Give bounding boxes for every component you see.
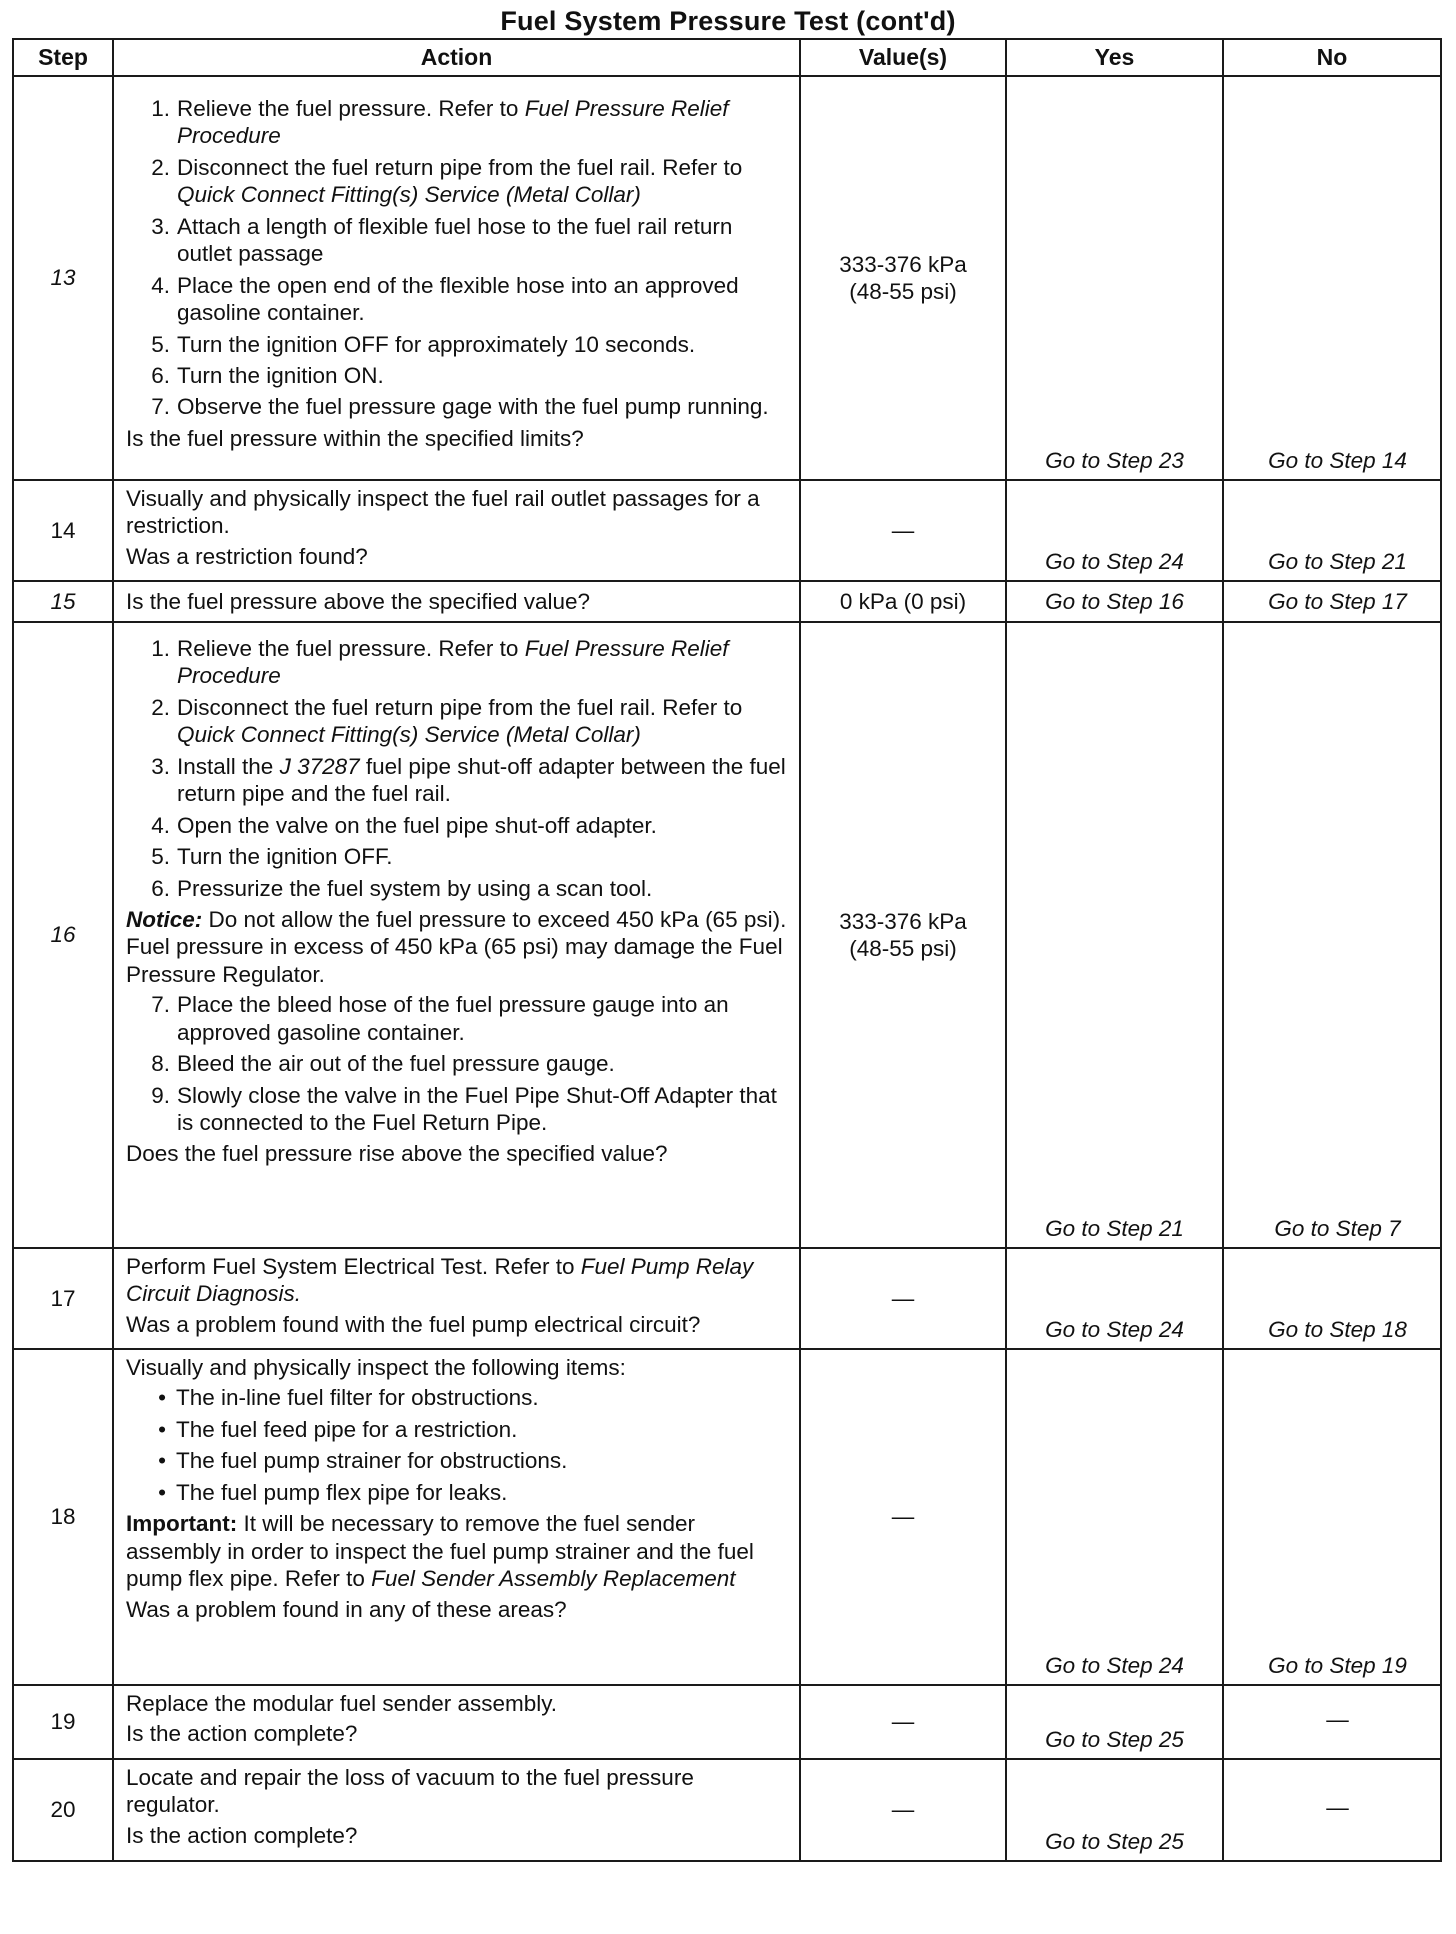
no-cell: Go to Step 7 — [1223, 622, 1441, 1248]
table-row — [13, 581, 1441, 622]
list-item: 5. Turn the ignition OFF for approximately 10 seconds. — [151, 331, 696, 357]
col-header-value: Value(s) — [800, 39, 1006, 76]
question-text: Is the fuel pressure within the specified limits? — [126, 425, 584, 451]
question-text: Does the fuel pressure rise above the specified value? — [126, 1141, 668, 1167]
step-number: 14 — [13, 480, 113, 581]
step-number: 15 — [13, 581, 113, 622]
action-cell: Replace the modular fuel sender assembly. Is the action complete? — [113, 1685, 800, 1759]
yes-cell: Go to Step 25 — [1006, 1685, 1223, 1759]
action-cell — [113, 76, 800, 480]
yes-cell: Go to Step 23 — [1006, 76, 1223, 480]
question-text: Is the action complete? — [126, 1721, 358, 1747]
value-cell: 333-376 kPa (48-55 psi) — [800, 622, 1006, 1248]
yes-cell: Go to Step 16 — [1006, 581, 1223, 622]
no-cell: — — [1223, 1685, 1441, 1759]
action-cell: Locate and repair the loss of vacuum to the fuel pressure regulator. Is the action complete? — [113, 1759, 800, 1861]
list-item: • The in-line fuel filter for obstructions. — [158, 1385, 539, 1411]
list-item: 8. Bleed the air out of the fuel pressure gauge. — [151, 1051, 615, 1077]
notice-text: Notice: Do not allow the fuel pressure to exceed 450 kPa (65 psi). Fuel pressure in excess of 450 kPa (65 psi) may damage the Fuel Pressure Regulator. — [126, 906, 787, 987]
step-number: 19 — [13, 1685, 113, 1759]
list-item: • The fuel pump flex pipe for leaks. — [158, 1479, 508, 1505]
table-row — [13, 76, 1441, 480]
list-item: 5. Turn the ignition OFF. — [151, 844, 393, 870]
action-cell — [113, 622, 800, 1248]
list-item: 2. Disconnect the fuel return pipe from the fuel rail. Refer to Quick Connect Fitting(s) Service (Metal Collar) — [151, 154, 743, 208]
value-cell: — — [800, 1248, 1006, 1349]
action-cell — [113, 581, 800, 622]
page-title: Fuel System Pressure Test (cont'd) — [500, 6, 956, 36]
step-number: 20 — [13, 1759, 113, 1861]
list-item: 6. Turn the ignition ON. — [151, 362, 384, 388]
question-text: Is the action complete? — [126, 1822, 358, 1848]
list-item: • The fuel feed pipe for a restriction. — [158, 1416, 518, 1442]
list-item: 4. Open the valve on the fuel pipe shut-off adapter. — [151, 812, 657, 838]
no-cell: Go to Step 18 — [1223, 1248, 1441, 1349]
col-header-step: Step — [13, 39, 113, 76]
col-header-no: No — [1223, 39, 1441, 76]
action-cell: Visually and physically inspect the following items: • The in-line fuel filter for obstructions. • The fuel feed pipe for a restriction. • The fuel pump strainer for obstructions. • The fuel pump flex pipe for leaks. Important: It will be necessary to remove the fuel sender assembly in order to inspect the fuel pump strainer and the fuel pump flex pipe. Refer to Fuel Sender Assembly Replacement Was a problem found in any of these areas? — [113, 1349, 800, 1685]
list-item: 4. Place the open end of the flexible hose into an approved gasoline container. — [151, 272, 739, 326]
list-item: 3. Install the J 37287 fuel pipe shut-off adapter between the fuel return pipe and the fuel rail. — [151, 753, 786, 807]
value-cell: 0 kPa (0 psi) — [800, 581, 1006, 622]
col-header-yes: Yes — [1006, 39, 1223, 76]
list-item: 3. Attach a length of flexible fuel hose to the fuel rail return outlet passage — [151, 213, 733, 267]
no-cell: Go to Step 19 — [1223, 1349, 1441, 1685]
list-item: 1. Relieve the fuel pressure. Refer to Fuel Pressure Relief Procedure — [151, 636, 729, 689]
no-cell: Go to Step 21 — [1223, 480, 1441, 581]
question-text: Was a problem found in any of these areas? — [126, 1596, 567, 1622]
no-cell: Go to Step 14 — [1223, 76, 1441, 480]
question-text: Was a restriction found? — [126, 543, 368, 569]
list-item: 7. Observe the fuel pressure gage with the fuel pump running. — [151, 394, 769, 420]
list-item: 2. Disconnect the fuel return pipe from the fuel rail. Refer to Quick Connect Fitting(s) Service (Metal Collar) — [151, 694, 743, 748]
value-cell: — — [800, 480, 1006, 581]
list-item: 9. Slowly close the valve in the Fuel Pipe Shut-Off Adapter that is connected to the Fuel Return Pipe. — [151, 1082, 777, 1135]
table-row — [13, 1349, 1441, 1685]
col-header-action: Action — [113, 39, 800, 76]
table-row — [13, 622, 1441, 1248]
value-cell: — — [800, 1349, 1006, 1685]
yes-cell: Go to Step 24 — [1006, 1248, 1223, 1349]
header-row — [13, 39, 1441, 76]
step-number: 16 — [13, 622, 113, 1248]
table-row — [13, 1248, 1441, 1349]
yes-cell: Go to Step 25 — [1006, 1759, 1223, 1861]
yes-cell: Go to Step 24 — [1006, 1349, 1223, 1685]
no-cell: Go to Step 17 — [1223, 581, 1441, 622]
table-row — [13, 480, 1441, 581]
question-text: Is the fuel pressure above the specified value? — [126, 588, 591, 614]
list-item: • The fuel pump strainer for obstructions. — [158, 1448, 568, 1474]
step-number: 17 — [13, 1248, 113, 1349]
list-item: 1. Relieve the fuel pressure. Refer to Fuel Pressure Relief Procedure — [151, 96, 729, 149]
value-cell: 333-376 kPa (48-55 psi) — [800, 76, 1006, 480]
list-item: 6. Pressurize the fuel system by using a scan tool. — [151, 875, 653, 901]
step-number: 18 — [13, 1349, 113, 1685]
important-text: Important: It will be necessary to remove the fuel sender assembly in order to inspect the fuel pump strainer and the fuel pump flex pipe. Refer to Fuel Sender Assembly Replacement — [126, 1511, 754, 1592]
action-cell: Visually and physically inspect the fuel rail outlet passages for a restriction. Was a restriction found? — [113, 480, 800, 581]
procedure-table — [12, 38, 1442, 1862]
no-cell: — — [1223, 1759, 1441, 1861]
value-cell: — — [800, 1685, 1006, 1759]
list-item: 7. Place the bleed hose of the fuel pressure gauge into an approved gasoline container. — [151, 992, 729, 1045]
yes-cell: Go to Step 24 — [1006, 480, 1223, 581]
step-number: 13 — [13, 76, 113, 480]
value-cell: — — [800, 1759, 1006, 1861]
yes-cell: Go to Step 21 — [1006, 622, 1223, 1248]
table-row — [13, 1685, 1441, 1759]
question-text: Was a problem found with the fuel pump electrical circuit? — [126, 1311, 701, 1337]
table-row — [13, 1759, 1441, 1861]
action-cell: Perform Fuel System Electrical Test. Refer to Fuel Pump Relay Circuit Diagnosis. Was a problem found with the fuel pump electrical circuit? — [113, 1248, 800, 1349]
